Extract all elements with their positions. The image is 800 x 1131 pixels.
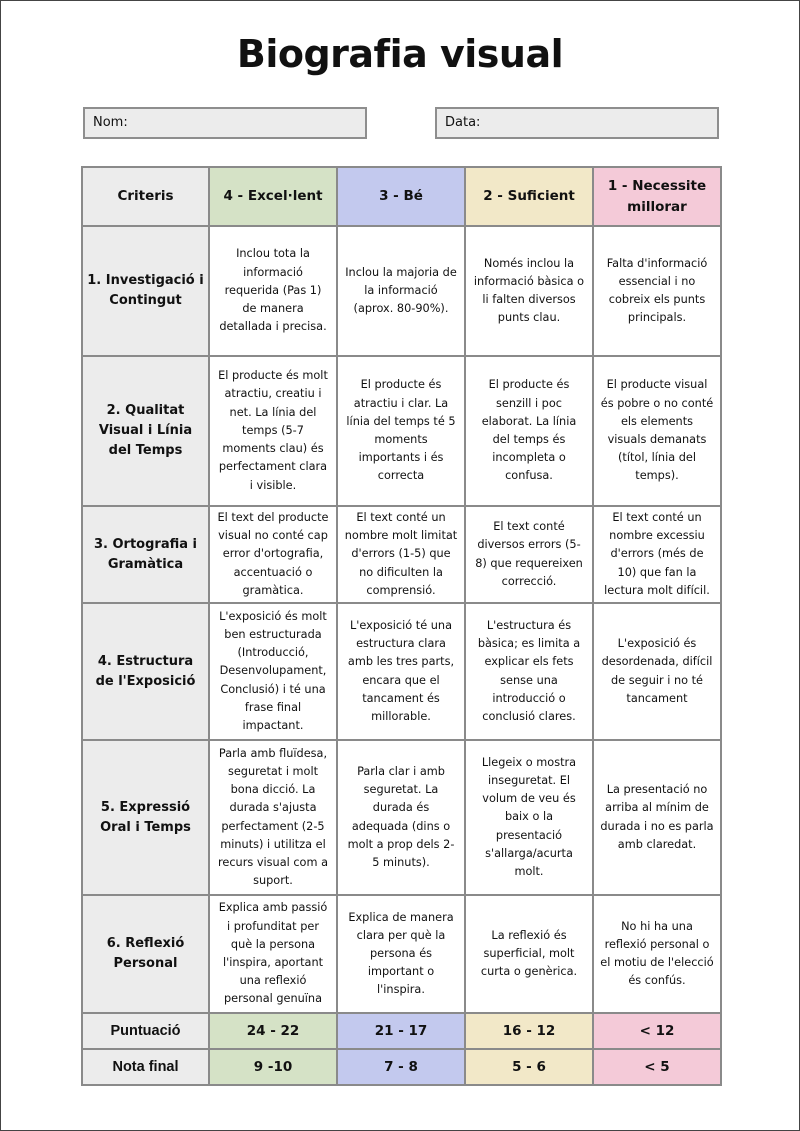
header-level-2: 2 - Suficient bbox=[465, 167, 593, 226]
rubric-cell: El text conté un nombre excessiu d'errors (més de 10) que fan la lectura molt difícil. bbox=[593, 506, 721, 603]
rubric-cell: Explica de manera clara per què la persona és important o l'inspira. bbox=[337, 895, 465, 1013]
rubric-cell: El text conté un nombre molt limitat d'errors (1-5) que no dificulten la comprensió. bbox=[337, 506, 465, 603]
criterion-label: 4. Estructura de l'Exposició bbox=[82, 603, 209, 740]
rubric-cell: L'estructura és bàsica; es limita a explicar els fets sense una introducció o conclusió clares. bbox=[465, 603, 593, 740]
rubric-cell: Inclou tota la informació requerida (Pas 1) de manera detallada i precisa. bbox=[209, 226, 337, 356]
rubric-cell: El producte visual és pobre o no conté els elements visuals demanats (títol, línia del temps). bbox=[593, 356, 721, 506]
rubric-cell: El producte és senzill i poc elaborat. La línia del temps és incompleta o confusa. bbox=[465, 356, 593, 506]
grade-value: 7 - 8 bbox=[337, 1049, 465, 1085]
rubric-table bbox=[81, 166, 722, 1086]
table-row bbox=[82, 740, 721, 895]
name-field[interactable] bbox=[83, 107, 367, 139]
score-value: 24 - 22 bbox=[209, 1013, 337, 1049]
date-field[interactable] bbox=[435, 107, 719, 139]
score-value: < 12 bbox=[593, 1013, 721, 1049]
rubric-cell: El text conté diversos errors (5-8) que requereixen correcció. bbox=[465, 506, 593, 603]
table-row bbox=[82, 895, 721, 1013]
date-field-label: Data: bbox=[445, 115, 481, 130]
header-row bbox=[82, 167, 721, 226]
rubric-cell: Inclou la majoria de la informació (aprox. 80-90%). bbox=[337, 226, 465, 356]
rubric-cell: No hi ha una reflexió personal o el motiu de l'elecció és confús. bbox=[593, 895, 721, 1013]
criterion-label: 1. Investigació i Contingut bbox=[82, 226, 209, 356]
score-row-label: Nota final bbox=[82, 1049, 209, 1085]
rubric-cell: Llegeix o mostra inseguretat. El volum de veu és baix o la presentació s'allarga/acurta molt. bbox=[465, 740, 593, 895]
page-title: Biografia visual bbox=[236, 32, 564, 76]
rubric-cell: Parla amb fluïdesa, seguretat i molt bona dicció. La durada s'ajusta perfectament (2-5 minuts) i utilitza el recurs visual com a suport. bbox=[209, 740, 337, 895]
score-row-points bbox=[82, 1013, 721, 1049]
table-row bbox=[82, 356, 721, 506]
name-field-label: Nom: bbox=[93, 115, 128, 130]
rubric-cell: Parla clar i amb seguretat. La durada és adequada (dins o molt a prop dels 2-5 minuts). bbox=[337, 740, 465, 895]
score-value: 21 - 17 bbox=[337, 1013, 465, 1049]
rubric-cell: El text del producte visual no conté cap error d'ortografia, accentuació o gramàtica. bbox=[209, 506, 337, 603]
score-row-grade bbox=[82, 1049, 721, 1085]
header-level-4: 4 - Excel·lent bbox=[209, 167, 337, 226]
rubric-cell: El producte és atractiu i clar. La línia del temps té 5 moments importants i és correcta bbox=[337, 356, 465, 506]
header-level-3: 3 - Bé bbox=[337, 167, 465, 226]
rubric-cell: Falta d'informació essencial i no cobreix els punts principals. bbox=[593, 226, 721, 356]
rubric-cell: L'exposició és desordenada, difícil de seguir i no té tancament bbox=[593, 603, 721, 740]
score-row-label: Puntuació bbox=[82, 1013, 209, 1049]
header-criteria: Criteris bbox=[82, 167, 209, 226]
rubric-cell: Explica amb passió i profunditat per què la persona l'inspira, aportant una reflexió personal genuïna bbox=[209, 895, 337, 1013]
table-row bbox=[82, 603, 721, 740]
criterion-label: 3. Ortografia i Gramàtica bbox=[82, 506, 209, 603]
rubric-cell: El producte és molt atractiu, creatiu i net. La línia del temps (5-7 moments clau) és perfectament clara i visible. bbox=[209, 356, 337, 506]
criterion-label: 6. Reflexió Personal bbox=[82, 895, 209, 1013]
table-row bbox=[82, 226, 721, 356]
score-value: 16 - 12 bbox=[465, 1013, 593, 1049]
criterion-label: 2. Qualitat Visual i Línia del Temps bbox=[82, 356, 209, 506]
criterion-label: 5. Expressió Oral i Temps bbox=[82, 740, 209, 895]
rubric-cell: L'exposició és molt ben estructurada (Introducció, Desenvolupament, Conclusió) i té una frase final impactant. bbox=[209, 603, 337, 740]
grade-value: < 5 bbox=[593, 1049, 721, 1085]
grade-value: 5 - 6 bbox=[465, 1049, 593, 1085]
rubric-cell: La reflexió és superficial, molt curta o genèrica. bbox=[465, 895, 593, 1013]
rubric-cell: Només inclou la informació bàsica o li falten diversos punts clau. bbox=[465, 226, 593, 356]
rubric-cell: L'exposició té una estructura clara amb les tres parts, encara que el tancament és millorable. bbox=[337, 603, 465, 740]
rubric-cell: La presentació no arriba al mínim de durada i no es parla amb claredat. bbox=[593, 740, 721, 895]
grade-value: 9 -10 bbox=[209, 1049, 337, 1085]
table-row bbox=[82, 506, 721, 603]
header-level-1: 1 - Necessite millorar bbox=[593, 167, 721, 226]
